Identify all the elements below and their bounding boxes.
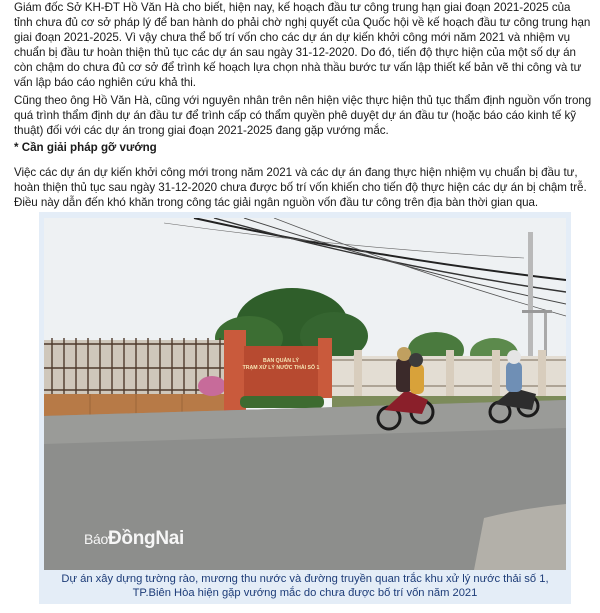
section-heading: * Cần giải pháp gỡ vướng <box>14 141 157 154</box>
gate-sign-line-2: TRẠM XỬ LÝ NƯỚC THẢI SỐ 1 <box>242 365 320 371</box>
watermark-prefix: Báo <box>84 531 109 547</box>
paragraph-2: Cũng theo ông Hồ Văn Hà, cũng với nguyên nhân trên nên hiện việc thực hiện thủ tục thẩm định nguồn vốn trong quá trình thẩm định dự án đầu tư để trình cấp có thẩm quyền phê duyệt dự án đầu tư (hoặc báo cáo kinh tế kỹ thuật) đối với các dự án trong giai đoạn 2021-2025 đang gặp vướng mắc. <box>14 94 592 137</box>
article-figure <box>39 212 571 604</box>
article-photo[interactable] <box>44 218 566 570</box>
gate-sign <box>240 358 322 372</box>
caption-line-1: Dự án xây dựng tường rào, mương thu nước và đường truyền quan trắc khu xử lý nước thải số 1, <box>61 573 549 585</box>
watermark-name: ĐồngNai <box>108 528 185 549</box>
paragraph-1: Giám đốc Sở KH-ĐT Hồ Văn Hà cho biết, hiện nay, kế hoạch đầu tư công trung hạn giai đoạn 2021-2025 của tỉnh chưa đủ cơ sở pháp lý để ban hành do phải chờ nghị quyết của Quốc hội về kế hoạch đầu tư công trung hạn giai đoạn 2021-2025. Vì vậy chưa thể bố trí vốn cho các dự án dự kiến khởi công mới năm 2021 và nhiệm vụ chuẩn bị đầu tư hoàn thiện thủ tục các dự án sau ngày 31-12-2020. Do đó, tiến độ thực hiện của một số dự án còn chậm do chưa đủ cơ sở để trình kế hoạch lựa chọn nhà thầu bước tư vấn lập thiết kế bản vẽ thi công và tư vấn lập báo cáo nghiên cứu khả thi. <box>14 1 591 89</box>
photo-illustration <box>44 218 566 570</box>
gate-sign-line-1: BAN QUẢN LÝ <box>262 358 300 364</box>
newspaper-watermark <box>84 528 184 550</box>
caption-line-2: TP.Biên Hòa hiện gặp vướng mắc do chưa được bố trí vốn năm 2021 <box>132 587 478 599</box>
paragraph-3: Việc các dự án dự kiến khởi công mới trong năm 2021 và các dự án đang thực hiện nhiệm vụ chuẩn bị đầu tư, hoàn thiện thủ tục sau ngày 31-12-2020 chưa được bố trí vốn khiến cho tiến độ thực hiện các dự án bị chậm trễ. Điều này dẫn đến khó khăn trong công tác giải ngân nguồn vốn đầu tư công trên địa bàn thời gian qua. <box>14 166 587 209</box>
photo-caption <box>39 572 571 600</box>
